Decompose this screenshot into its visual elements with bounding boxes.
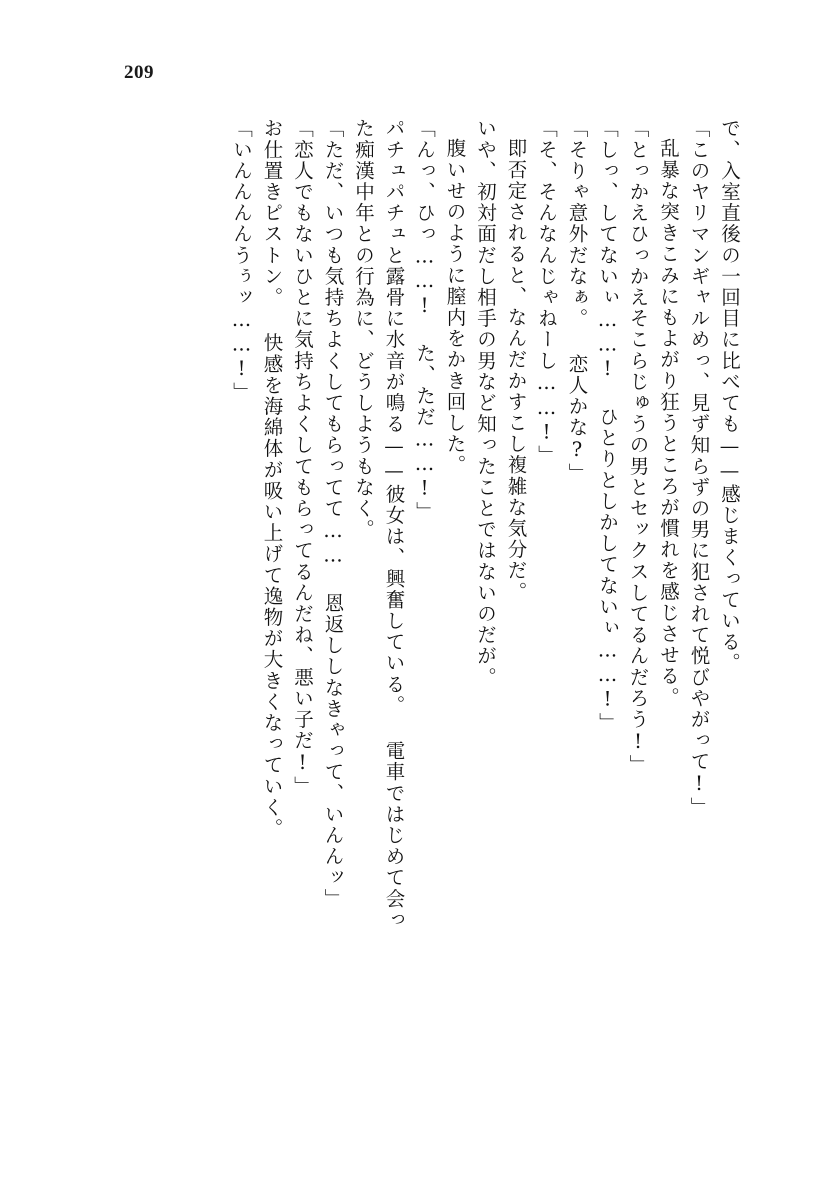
- text-line: 「んっ、ひっ……! た、ただ……!」: [413, 118, 436, 523]
- text-line: 乱暴な突きこみにもよがり狂うところが慣れを感じさせる。: [657, 138, 680, 708]
- text-line: 「そりゃ意外だなぁ。 恋人かな?」: [565, 118, 589, 484]
- text-line: 「いんんんんうぅッ……!」: [230, 118, 253, 403]
- text-line: 「ただ、いつも気持ちよくしてもらってて…… 恩返ししなきゃって、いんんッ」: [321, 118, 345, 910]
- text-line: で、入室直後の一回目に比べても——感じまくっている。: [718, 118, 741, 674]
- text-line: お仕置きピストン。 快感を海綿体が吸い上げて逸物が大きくなっていく。: [260, 118, 284, 839]
- text-line: 即否定されると、なんだかすこし複雑な気分だ。: [504, 138, 528, 603]
- text-line: 「恋人でもないひとに気持ちよくしてもらってるんだね、悪い子だ!」: [291, 118, 314, 797]
- text-line: いや、初対面だし相手の男など知ったことではないのだが。: [474, 118, 497, 688]
- text-line: 「とっかえひっかえそこらじゅうの男とセックスしてるんだろう!」: [626, 118, 650, 776]
- page-number: 209: [124, 62, 154, 83]
- text-line: 「そ、そんなんじゃねーし……!」: [535, 118, 558, 467]
- text-line: 「このヤリマンギャルめっ、見ず知らずの男に犯されて悦びやがって!」: [687, 118, 711, 818]
- text-line: た痴漢中年との行為に、どうしようもなく。: [352, 118, 375, 540]
- vertical-text-body: [79, 118, 739, 1078]
- text-line: パチュパチュと露骨に水音が鳴る——彼女は、興奮している。 電車ではじめて会っ: [382, 118, 406, 931]
- text-line: 「しっ、してないぃ……! ひとりとしかしてないぃ……!」: [596, 118, 619, 734]
- text-line: 腹いせのように膣内をかき回した。: [443, 138, 467, 476]
